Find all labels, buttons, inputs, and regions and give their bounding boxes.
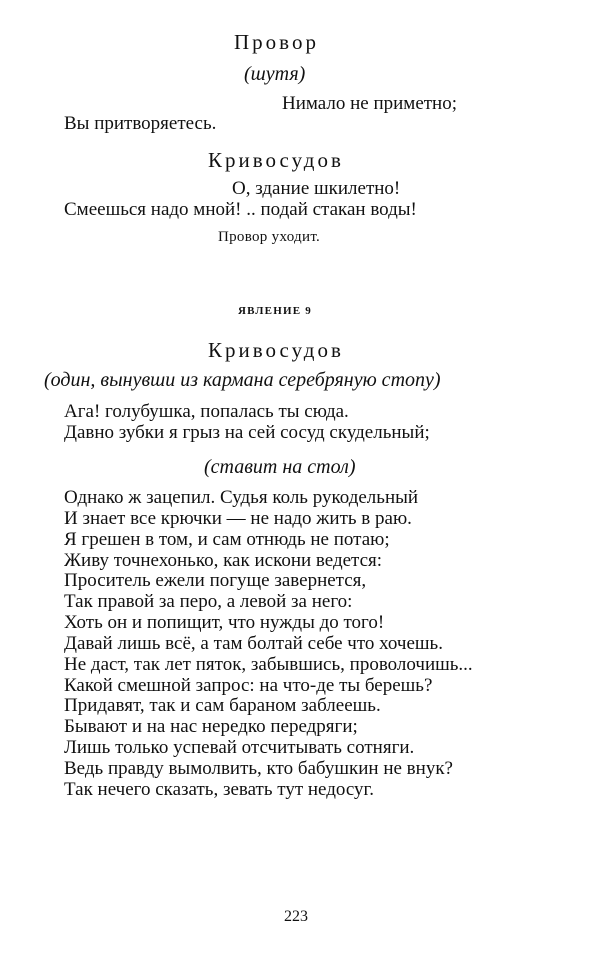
verse-line: Давай лишь всё, а там болтай себе что хочешь. xyxy=(64,632,443,654)
verse-line: Смеешься надо мной! .. подай стакан воды! xyxy=(64,199,417,220)
speaker-name-krivosudov: Кривосудов xyxy=(208,148,344,172)
stage-direction-intro: (один, вынувши из кармана серебряную стопу) xyxy=(44,369,441,391)
verse-line: Какой смешной запрос: на что-де ты берешь? xyxy=(64,674,433,696)
verse-line: О, здание шкилетно! xyxy=(232,178,401,199)
verse-line: Нимало не приметно; xyxy=(282,93,458,114)
verse-block-b xyxy=(64,488,473,801)
verse-line: Однако ж зацепил. Судья коль рукодельный xyxy=(64,487,419,508)
stage-direction-puts-on-table: (ставит на стол) xyxy=(204,456,356,478)
verse-line: Лишь только успевай отсчитывать сотняги. xyxy=(64,737,415,759)
scene-heading: ЯВЛЕНИЕ 9 xyxy=(238,305,312,317)
verse-line: Не даст, так лет пяток, забывшись, проволочишь... xyxy=(64,653,473,675)
verse-line: Проситель ежели погуще завернется, xyxy=(64,570,367,592)
page-number: 223 xyxy=(284,908,308,925)
verse-line: Хоть он и попищит, что нужды до того! xyxy=(64,612,385,634)
verse-line: Живу точнехонько, как искони ведется: xyxy=(64,549,383,571)
speaker-name-krivosudov: Кривосудов xyxy=(208,338,344,362)
verse-line: Ведь правду вымолвить, кто бабушкин не внук? xyxy=(64,757,453,779)
speaker-name-provor: Провор xyxy=(234,30,319,54)
verse-line: Так нечего сказать, зевать тут недосуг. xyxy=(64,778,374,800)
verse-line: Так правой за перо, а левой за него: xyxy=(64,591,353,613)
verse-line: Ага! голубушка, попалась ты сюда. xyxy=(64,401,349,422)
verse-line: Я грешен в том, и сам отнюдь не потаю; xyxy=(64,528,390,550)
verse-block-a xyxy=(64,402,430,444)
verse-line: Давно зубки я грыз на сей сосуд скудельный; xyxy=(64,421,430,443)
verse-line: Бывают и на нас нередко передряги; xyxy=(64,716,358,738)
verse-line: И знает все крючки — не надо жить в раю. xyxy=(64,507,412,529)
verse-line: Вы притворяетесь. xyxy=(64,113,217,134)
stage-direction-joking: (шутя) xyxy=(244,63,306,85)
verse-line: Придавят, так и сам бараном заблеешь. xyxy=(64,695,381,717)
exit-direction: Провор уходит. xyxy=(218,229,321,245)
